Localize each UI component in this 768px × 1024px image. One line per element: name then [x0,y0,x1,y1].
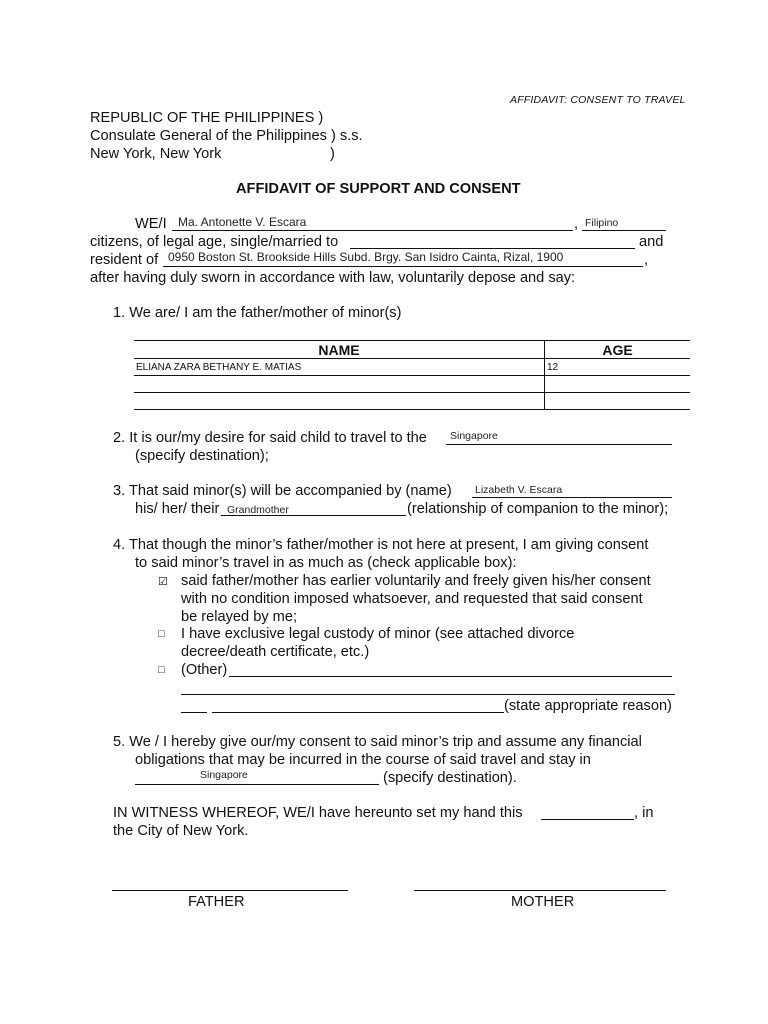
spouse-blank [350,248,635,249]
minor-name-cell [134,376,545,393]
nationality-blank [582,230,666,231]
witness-line-2: the City of New York. [113,823,249,839]
table-row [134,359,690,376]
minor-name-cell [134,393,545,410]
table-header-row [134,341,690,359]
option-1-line-2: with no condition imposed whatsoever, and requested that said consent [181,591,643,607]
venue-line-3: New York, New York [90,146,222,162]
option-1-line-1: said father/mother has earlier voluntarily and freely given his/her consent [181,573,651,589]
item-5-line-3: (specify destination). [383,770,517,786]
stay-destination-blank [135,784,379,785]
minor-age-cell: 12 [545,359,691,376]
venue-line-1: REPUBLIC OF THE PHILIPPINES ) [90,110,324,126]
nationality-value: Filipino [585,217,619,229]
father-label: FATHER [188,894,245,910]
mother-label: MOTHER [511,894,575,910]
other-reason-blank-3a [181,712,207,713]
venue-line-3-paren: ) [330,146,335,162]
minors-table [134,340,690,410]
companion-value: Lizabeth V. Escara [475,484,563,496]
name-blank [172,230,573,231]
witness-line-1: IN WITNESS WHEREOF, WE/I have hereunto set my hand this [113,805,523,821]
document-title: AFFIDAVIT OF SUPPORT AND CONSENT [236,181,521,197]
name-comma: , [574,216,579,232]
other-reason-blank-1 [229,676,672,677]
item-3-line-2b: (relationship of companion to the minor); [407,501,669,517]
table-row [134,376,690,393]
document-label: AFFIDAVIT: CONSENT TO TRAVEL [510,94,686,106]
address-comma: , [644,252,649,268]
item-5-line-2: obligations that may be incurred in the course of said travel and stay in [135,752,591,768]
table-header-name: NAME [134,341,545,359]
option-3-label: (Other) [181,662,228,678]
depose-text: after having duly sworn in accordance with law, voluntarily depose and say: [90,270,576,286]
citizens-text: citizens, of legal age, single/married to [90,234,339,250]
option-1-line-3: be relayed by me; [181,609,298,625]
witness-line-1-end: , in [634,805,654,821]
minor-age-cell [545,393,691,410]
checked-checkbox-icon[interactable]: ☑ [158,576,168,588]
name-value: Ma. Antonette V. Escara [178,215,307,229]
table-row [134,393,690,410]
we-label: WE/I [135,216,167,232]
empty-checkbox-icon[interactable]: □ [158,664,165,676]
option-2-line-1: I have exclusive legal custody of minor (see attached divorce [181,626,575,642]
resident-text: resident of [90,252,159,268]
address-value: 0950 Boston St. Brookside Hills Subd. Brgy. San Isidro Cainta, Rizal, 1900 [168,250,564,264]
item-1-text: 1. We are/ I am the father/mother of minor(s) [113,305,402,321]
date-blank [541,819,634,820]
address-blank [163,266,643,267]
item-4-line-2: to said minor’s travel in as much as (check applicable box): [135,555,517,571]
minor-name-cell: ELIANA ZARA BETHANY E. MATIAS [134,359,545,376]
father-signature-line [112,890,348,891]
table-header-age: AGE [545,341,691,359]
minor-age-cell [545,376,691,393]
item-3-text: 3. That said minor(s) will be accompanied by (name) [113,483,452,499]
and-text: and [639,234,664,250]
relationship-value: Grandmother [227,504,289,516]
companion-blank [472,497,672,498]
empty-checkbox-icon[interactable]: □ [158,628,165,640]
mother-signature-line [414,890,666,891]
destination-value: Singapore [450,430,498,442]
option-2-line-2: decree/death certificate, etc.) [181,644,370,660]
item-4-line-1: 4. That though the minor’s father/mother is not here at present, I am giving consent [113,537,649,553]
other-reason-blank-2 [181,694,675,695]
item-2-text: 2. It is our/my desire for said child to travel to the [113,430,427,446]
item-2-line-2: (specify destination); [135,448,269,464]
other-reason-blank-3b [212,712,504,713]
venue-line-2: Consulate General of the Philippines ) s.s. [90,128,363,144]
option-3-end: (state appropriate reason) [504,698,672,714]
item-3-line-2a: his/ her/ their [135,501,220,517]
destination-blank [446,444,672,445]
stay-destination-value: Singapore [200,769,248,781]
item-5-line-1: 5. We / I hereby give our/my consent to said minor’s trip and assume any financial [113,734,642,750]
